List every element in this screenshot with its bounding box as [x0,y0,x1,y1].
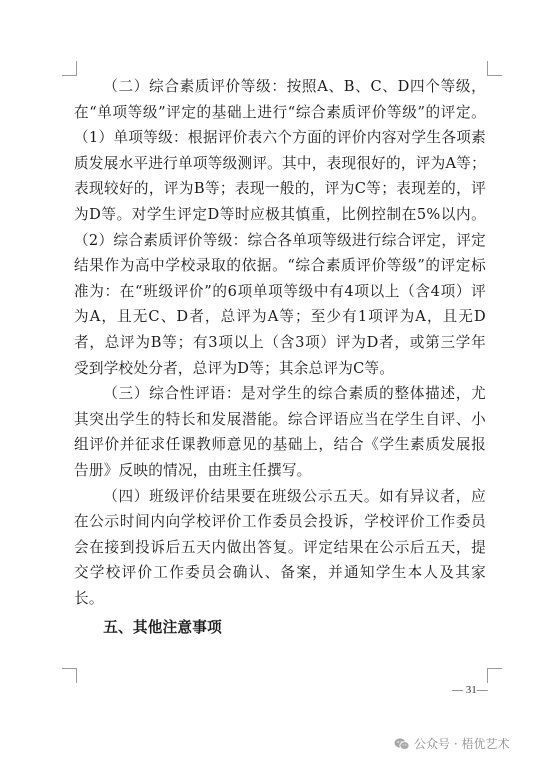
paragraph-evaluation-grades: （二）综合素质评价等级：按照A、B、C、D四个等级，在“单项等级”评定的基础上进行“综合素质评价等级”的评定。（1）单项等级：根据评价表六个方面的评价内容对学生各项素质发展水平进行单项等级测评。其中，表现很好的，评为A等；表现较好的，评为B等；表现一般的，评为C等；表现差的，评为D等。对学生评定D等时应极其慎重，比例控制在5%以内。（2）综合素质评价等级：综合各单项等级进行综合评定，评定结果作为高中学校录取的依据。“综合素质评价等级”的评定标准为：在“班级评价”的6项单项等级中有4项以上（含4项）评为A，且无C、D者，总评为A等；至少有1项评为A，且无D者，总评为B等；有3项以上（含3项）评为D者，或第三学年受到学校处分者，总评为D等；其余总评为C等。 [74,78,486,377]
crop-mark-bottom-right [487,668,502,683]
wechat-icon [394,737,410,751]
paragraph-comprehensive-comments: （三）综合性评语：是对学生的综合素质的整体描述，尤其突出学生的特长和发展潜能。综合评语应当在学生自评、小组评价并征求任课教师意见的基础上，结合《学生素质发展报告册》反映的情况，由班主任撰写。 [74,385,486,479]
paragraph-publicity: （四）班级评价结果要在班级公示五天。如有异议者，应在公示时间内向学校评价工作委员会投诉，学校评价工作委员会在接到投诉后五天内做出答复。评定结果在公示后五天，提交学校评价工作委员会确认、备案，并通知学生本人及其家长。 [74,487,486,607]
watermark-text: 公众号 · 梧优艺术 [414,737,510,751]
section-heading: 五、其他注意事项 [103,619,222,637]
crop-mark-top-right [487,61,502,76]
watermark [394,735,509,752]
crop-mark-bottom-left [62,668,77,683]
document-body [74,74,486,641]
page-number: — 31— [452,684,488,696]
